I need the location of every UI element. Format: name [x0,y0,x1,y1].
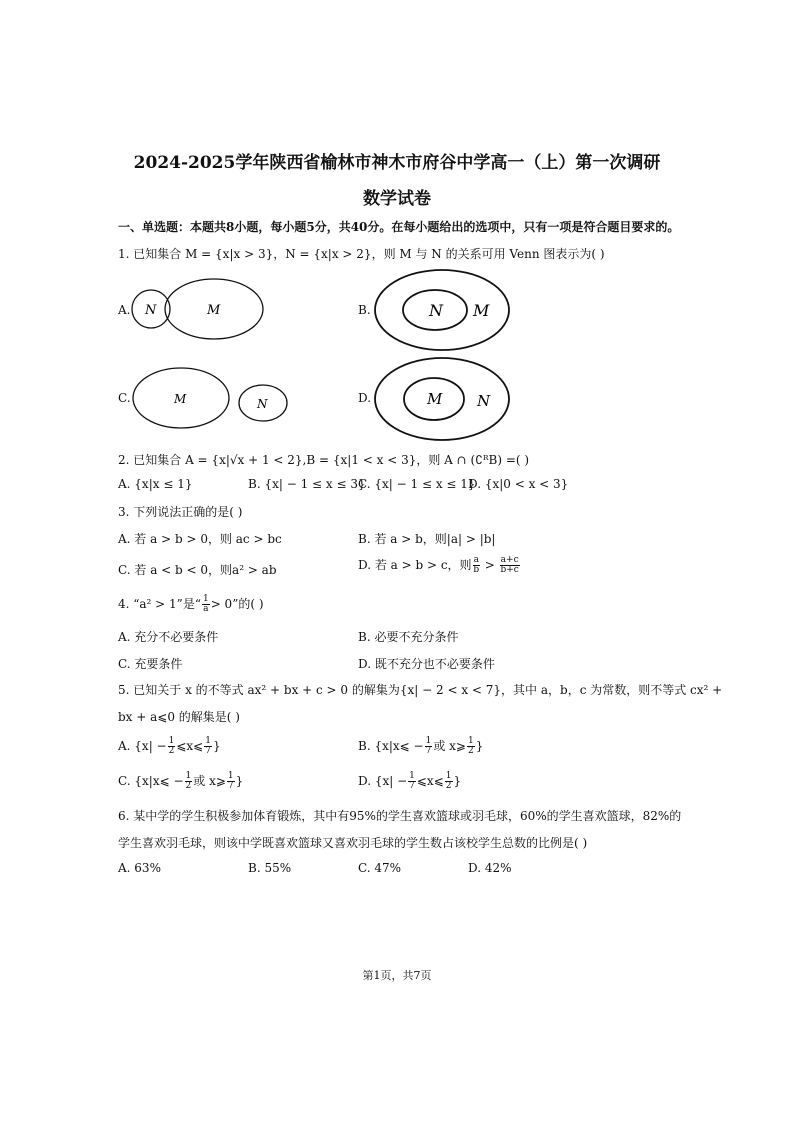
q5-c-fraction-1 [185,772,193,791]
fraction-denominator: 7 [205,746,211,756]
q5-a-fraction-1 [168,737,176,756]
question-6-line-1: 6. 某中学的学生积极参加体育锻炼，其中有95%的学生喜欢篮球或羽毛球，60%的学生喜欢篮球，82%的 [118,809,682,823]
q2-option-c: C. {x| − 1 ≤ x ≤ 1} [358,477,476,491]
q5-d-fraction-1 [408,772,416,791]
q5-a-fraction-2 [204,737,212,756]
fraction-denominator: 2 [185,781,192,791]
q5-d-post: } [453,774,462,788]
q4-option-b: B. 必要不充分条件 [358,630,459,644]
fraction-denominator: b [473,565,480,575]
q5-b-post: } [475,739,484,753]
q6-option-b: B. 55% [248,861,292,875]
q5-option-b [358,737,483,756]
q4-stem-part-2: > 0”的( ) [210,597,264,611]
fraction-numerator: a+c [500,555,519,565]
fraction-numerator: a [473,555,479,565]
fraction-denominator: 2 [445,781,452,791]
q1-option-d-label: D. [358,391,372,405]
section-header: 一、单选题：本题共8小题，每小题5分，共40分。在每小题给出的选项中，只有一项是符合题目要求的。 [118,220,680,234]
venn-d-label-n: N [477,392,491,410]
q3-option-d-text: D. 若 a > b > c，则 [358,558,472,572]
q5-option-d [358,772,461,791]
q6-option-c: C. 47% [358,861,402,875]
question-2-stem: 2. 已知集合 A = {x|√x + 1 < 2},B = {x|1 < x < 3}，则 A ∩ (∁ᴿB) =( ) [118,453,530,467]
q2-option-b: B. {x| − 1 ≤ x ≤ 3} [248,477,366,491]
q1-option-a-label: A. [118,303,131,317]
q2-option-d: D. {x|0 < x < 3} [468,477,569,491]
q1-option-b-label: B. [358,303,371,317]
fraction-numerator: 1 [168,736,175,746]
q5-a-mid: ⩽x⩽ [176,739,204,753]
q5-b-pre: B. {x|x⩽ − [358,739,424,753]
fraction-denominator: 2 [168,746,175,756]
fraction-denominator: 7 [409,781,415,791]
q5-d-mid: ⩽x⩽ [416,774,444,788]
q1-venn-c [132,366,292,430]
fraction-numerator: 1 [409,771,415,781]
fraction-numerator: 1 [202,594,209,604]
q4-option-d: D. 既不充分也不必要条件 [358,657,495,671]
q1-venn-a [130,278,280,342]
page-footer: 第1页，共7页 [362,969,432,982]
venn-d-label-m: M [427,390,443,408]
q5-d-pre: D. {x| − [358,774,408,788]
venn-b-label-m: M [473,301,490,320]
q3-option-c: C. 若 a < b < 0，则a² > ab [118,563,277,577]
venn-b-label-n: N [429,301,443,320]
fraction-numerator: 1 [467,736,474,746]
question-5-line-1: 5. 已知关于 x 的不等式 ax² + bx + c > 0 的解集为{x| − 2 < x < 7}，其中 a，b，c 为常数，则不等式 cx² + [118,683,723,697]
title-line-2: 数学试卷 [363,189,431,209]
q5-option-a [118,737,221,756]
title-line-1: 2024-2025学年陕西省榆林市神木市府谷中学高一（上）第一次调研 [133,153,661,173]
venn-a-label-m: M [207,303,221,318]
q4-option-c: C. 充要条件 [118,657,183,671]
q5-b-mid: 或 x⩾ [433,739,466,753]
q3-d-fraction-1 [473,556,480,575]
q3-d-greater-than: > [484,558,495,572]
q1-venn-b [372,268,512,352]
q5-d-fraction-2 [445,772,453,791]
fraction-denominator: 2 [467,746,474,756]
q5-c-post: } [235,774,244,788]
q4-fraction [202,595,210,614]
q5-c-mid: 或 x⩾ [193,774,226,788]
q5-a-pre: A. {x| − [118,739,167,753]
question-1-stem: 1. 已知集合 M = {x|x > 3}，N = {x|x > 2}，则 M 与 N 的关系可用 Venn 图表示为( ) [118,247,605,261]
q5-option-c [118,772,243,791]
fraction-numerator: 1 [185,771,192,781]
q1-venn-d [372,356,512,442]
fraction-numerator: 1 [205,736,211,746]
fraction-numerator: 1 [445,771,452,781]
question-6-line-2: 学生喜欢羽毛球，则该中学既喜欢篮球又喜欢羽毛球的学生数占该校学生总数的比例是( ) [118,836,588,850]
q4-option-a: A. 充分不必要条件 [118,630,219,644]
fraction-denominator: 7 [425,746,432,756]
question-5-line-2: bx + a⩽0 的解集是( ) [118,710,240,724]
q6-option-a: A. 63% [118,861,161,875]
q4-stem-part-1: 4. “a² > 1”是“ [118,597,201,611]
fraction-denominator: b+c [500,565,519,575]
question-3-stem: 3. 下列说法正确的是( ) [118,505,243,519]
q5-c-pre: C. {x|x⩽ − [118,774,184,788]
q2-option-a: A. {x|x ≤ 1} [118,477,193,491]
venn-c-label-m: M [174,392,187,406]
q5-c-fraction-2 [227,772,235,791]
q6-option-d: D. 42% [468,861,512,875]
q3-option-b: B. 若 a > b，则|a| > |b| [358,532,496,546]
question-4-stem [118,595,264,614]
q5-b-fraction-2 [467,737,475,756]
q1-option-c-label: C. [118,391,131,405]
fraction-denominator: a [203,604,209,614]
q3-option-a: A. 若 a > b > 0，则 ac > bc [118,532,282,546]
q5-a-post: } [212,739,221,753]
venn-a-label-n: N [145,303,157,318]
q3-d-fraction-2 [500,556,520,575]
fraction-numerator: 1 [227,771,234,781]
fraction-denominator: 7 [227,781,234,791]
q5-b-fraction-1 [425,737,433,756]
fraction-numerator: 1 [425,736,432,746]
q3-option-d [358,556,521,575]
venn-c-label-n: N [257,397,268,411]
